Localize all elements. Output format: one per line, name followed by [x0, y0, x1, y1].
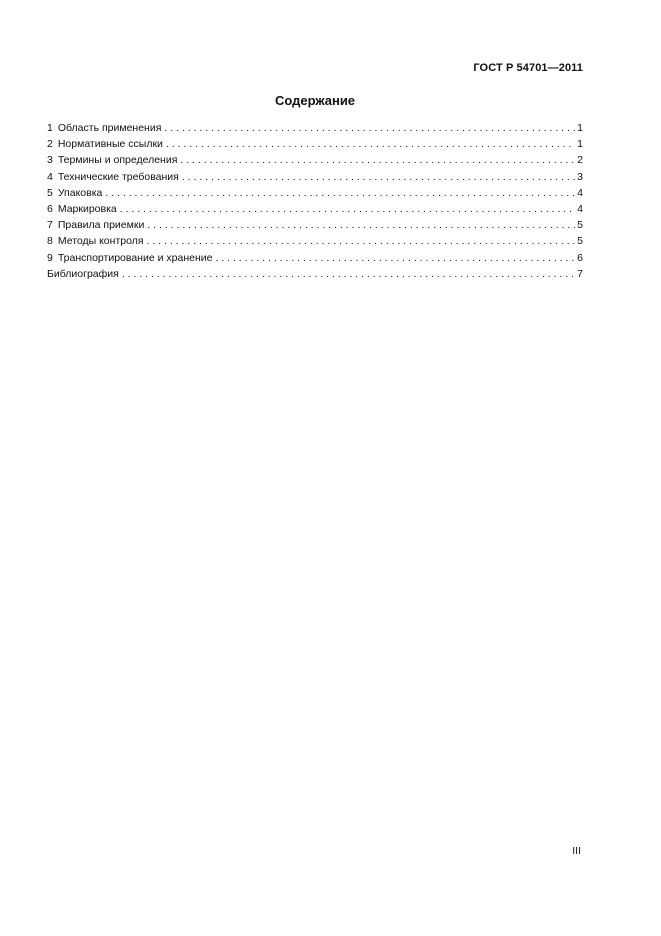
toc-entry-control-methods[interactable] [47, 233, 583, 249]
toc-entry-page: 6 [577, 251, 583, 264]
leader-dots [120, 201, 575, 217]
toc-entry-page: 1 [577, 122, 583, 134]
toc-entry-page: 4 [577, 186, 583, 199]
toc-entry-normative-references[interactable] [47, 136, 583, 152]
toc-entry-scope[interactable] [47, 120, 583, 136]
leader-dots [122, 266, 575, 282]
toc-entry-page: 3 [577, 170, 583, 183]
toc-entry-page: 5 [577, 235, 583, 248]
toc-entry-marking[interactable] [47, 201, 583, 217]
toc-entry-page: 1 [577, 138, 583, 151]
page-title: Содержание [274, 93, 356, 108]
toc-entry-page: 5 [577, 219, 583, 232]
table-of-contents [47, 120, 583, 282]
toc-entry-number: 4 [47, 170, 53, 183]
leader-dots [164, 120, 575, 136]
leader-dots [215, 250, 575, 266]
toc-entry-label: Технические требования [57, 170, 179, 183]
toc-entry-packaging[interactable] [47, 185, 583, 201]
page-number: III [572, 845, 581, 857]
leader-dots [147, 217, 575, 233]
leader-dots [182, 169, 575, 185]
toc-entry-technical-requirements[interactable] [47, 169, 583, 185]
toc-entry-label: Библиография [47, 267, 119, 280]
toc-entry-number: 5 [47, 186, 53, 199]
toc-entry-page: 2 [577, 154, 583, 167]
leader-dots [147, 233, 576, 249]
toc-entry-bibliography[interactable] [47, 266, 583, 282]
leader-dots [105, 185, 575, 201]
toc-entry-page: 7 [577, 267, 583, 280]
leader-dots [180, 152, 575, 168]
toc-entry-transport-storage[interactable] [47, 250, 583, 266]
toc-entry-label: Маркировка [57, 202, 117, 215]
standard-code: ГОСТ Р 54701—2011 [473, 62, 583, 74]
toc-entry-number: 3 [47, 154, 53, 167]
toc-entry-number: 9 [47, 251, 53, 264]
toc-entry-number: 6 [47, 202, 53, 215]
toc-entry-terms[interactable] [47, 152, 583, 168]
toc-entry-label: Термины и определения [57, 154, 178, 167]
toc-entry-label: Нормативные ссылки [57, 138, 163, 151]
toc-entry-acceptance-rules[interactable] [47, 217, 583, 233]
toc-entry-number: 7 [47, 219, 53, 232]
toc-entry-number: 8 [47, 235, 53, 248]
toc-entry-page: 4 [577, 202, 583, 215]
toc-entry-label: Правила приемки [57, 219, 145, 232]
toc-entry-label: Транспортирование и хранение [57, 251, 213, 264]
leader-dots [166, 136, 575, 152]
toc-entry-number: 1 [47, 122, 53, 134]
toc-entry-number: 2 [47, 138, 53, 151]
toc-entry-label: Область применения [57, 122, 162, 134]
toc-entry-label: Упаковка [57, 186, 103, 199]
toc-entry-label: Методы контроля [57, 235, 144, 248]
